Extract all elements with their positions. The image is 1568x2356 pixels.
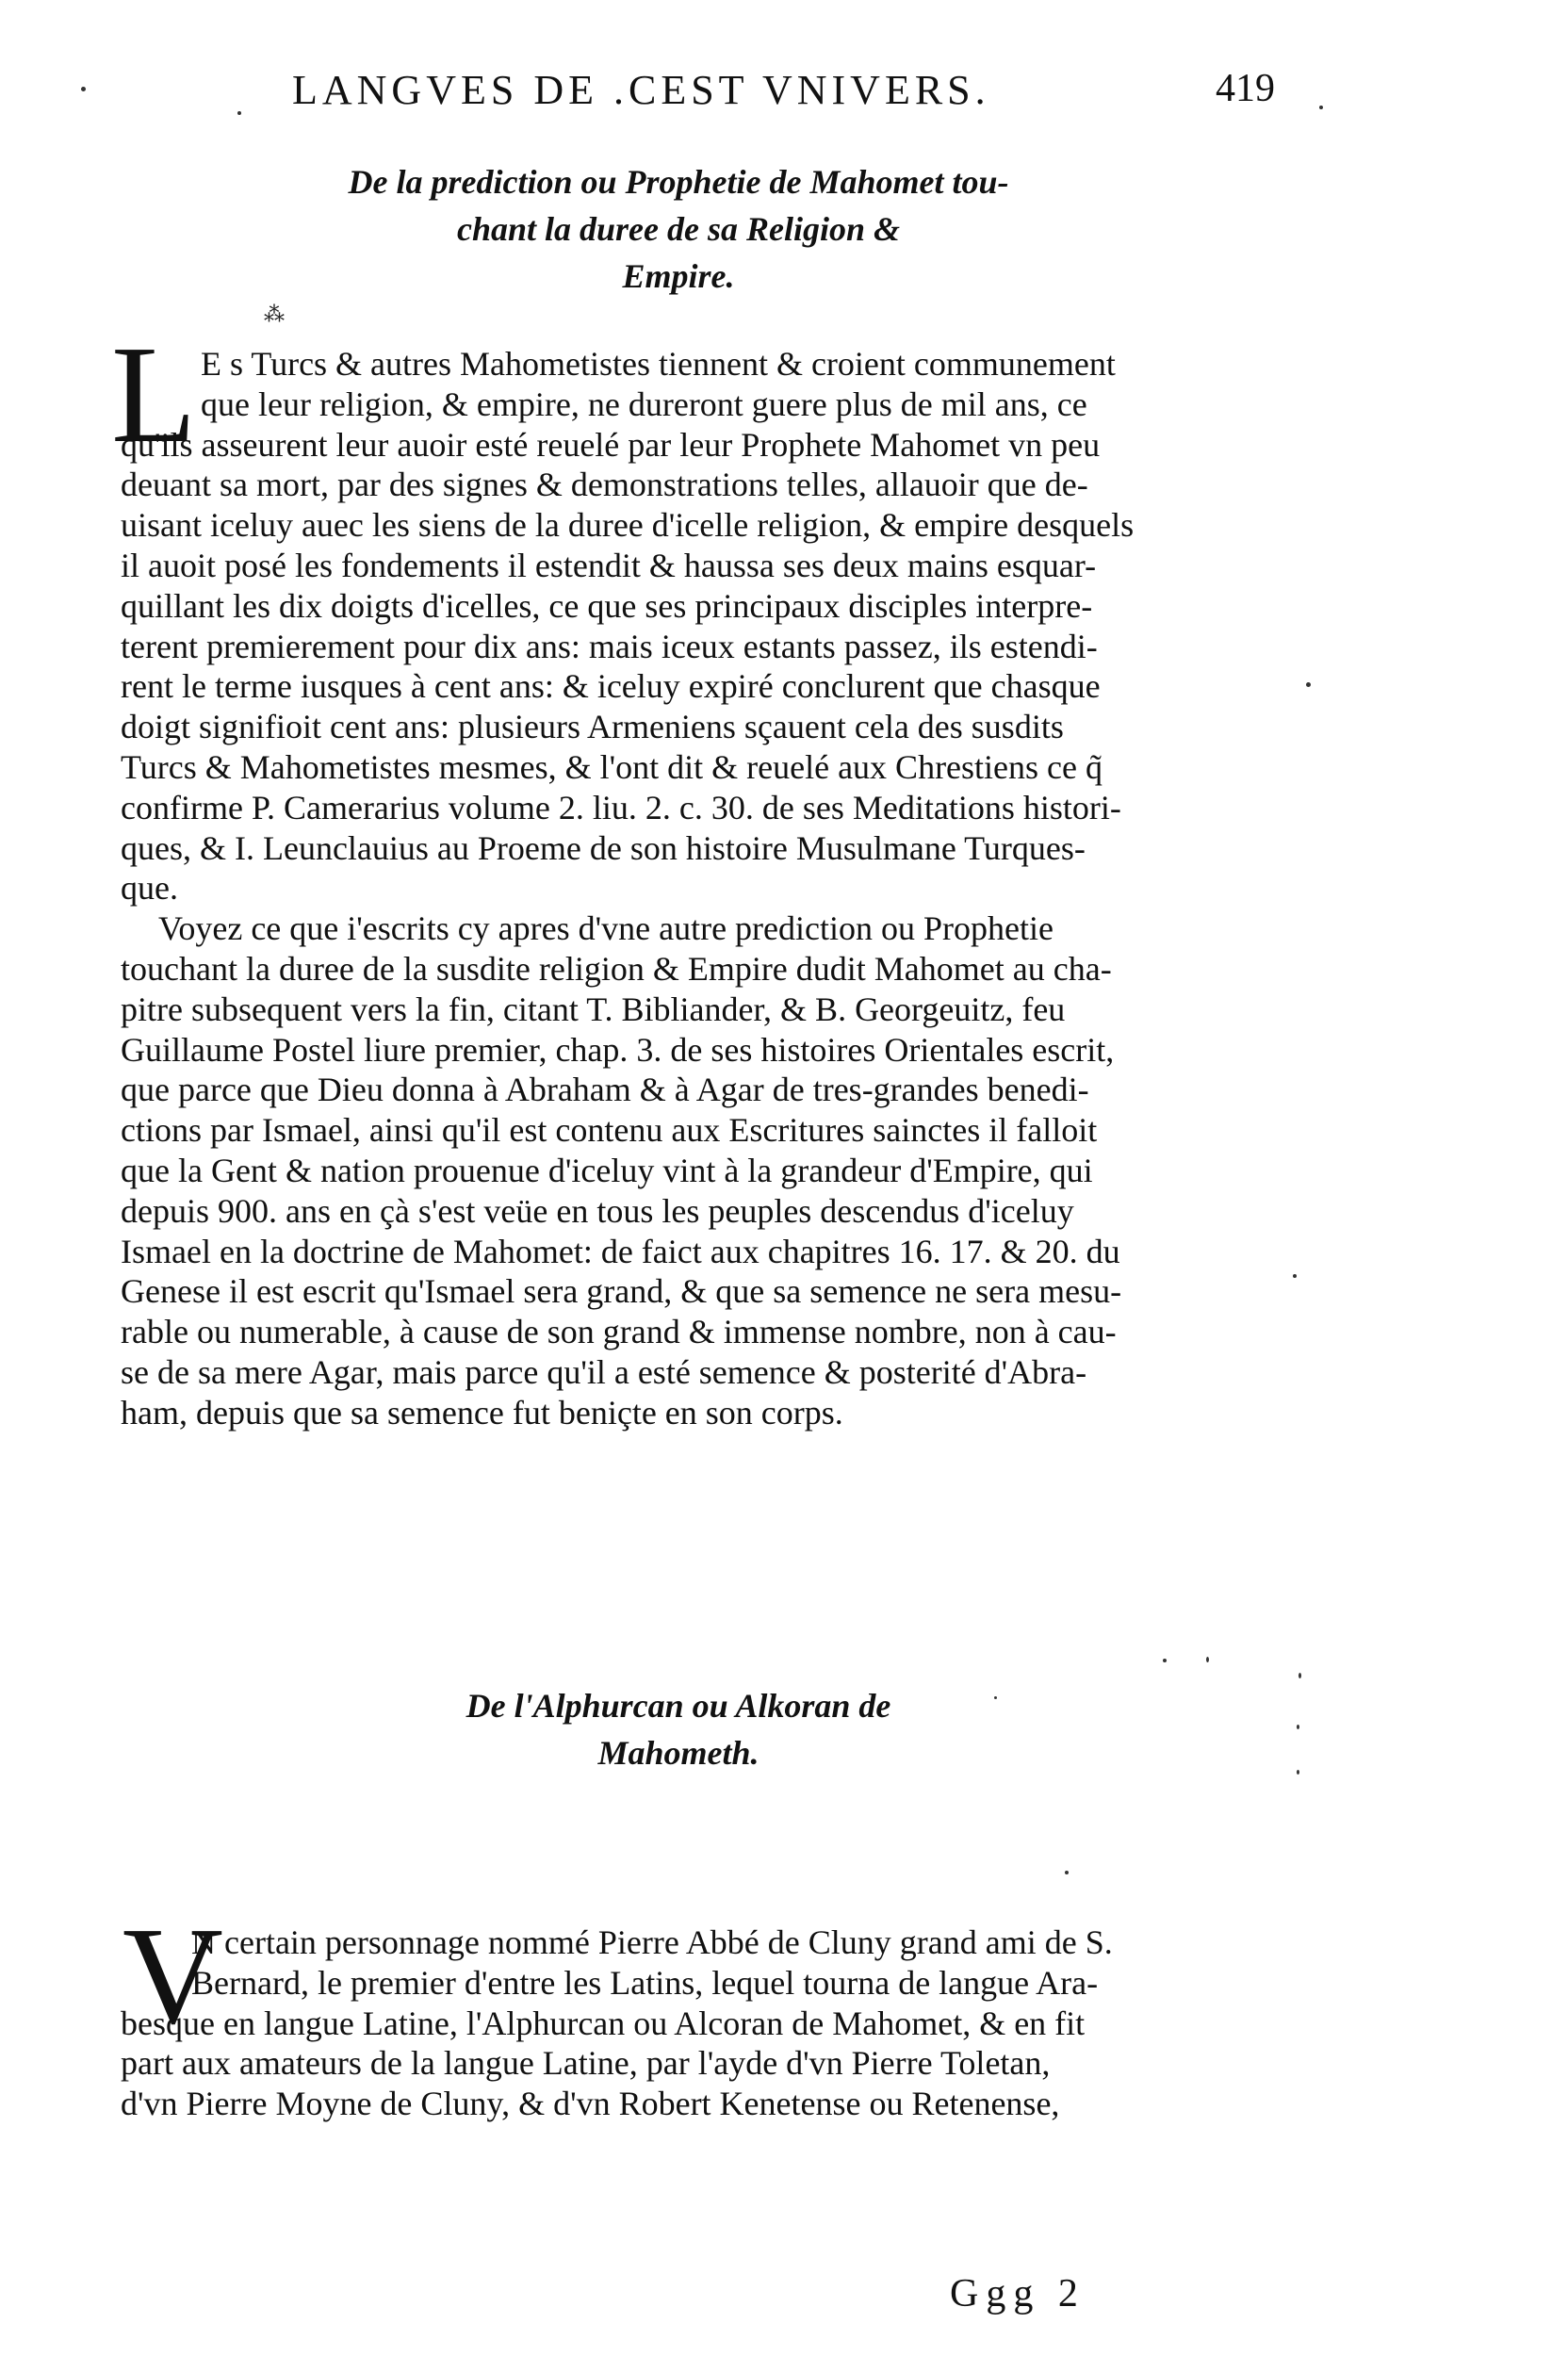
running-title: LANGVES DE .CEST VNIVERS. <box>292 67 990 113</box>
text-line: qu'ils asseurent leur auoir esté reuelé par leur Prophete Mahomet vn peu <box>121 425 1101 464</box>
ink-speck <box>1163 1659 1167 1662</box>
ink-speck <box>1206 1657 1209 1662</box>
text-line: E s Turcs & autres Mahometistes tiennent & croient communement <box>201 345 1116 383</box>
text-line: Voyez ce que i'escrits cy apres d'vne autre prediction ou Prophetie <box>158 909 1054 948</box>
text-line: confirme P. Camerarius volume 2. liu. 2. c. 30. de ses Meditations histori- <box>121 788 1121 826</box>
ink-speck <box>1297 1725 1299 1729</box>
text-line: se de sa mere Agar, mais parce qu'il a esté semence & posterité d'Abra- <box>121 1352 1087 1391</box>
text-line: il auoit posé les fondements il estendit & haussa ses deux mains esquar- <box>121 546 1097 584</box>
text-line: ham, depuis que sa semence fut beniçte en son corps. <box>121 1393 843 1432</box>
text-line: doigt signifioit cent ans: plusieurs Armeniens sçauent cela des susdits <box>121 708 1064 746</box>
text-line: quillant les dix doigts d'icelles, ce que ses principaux disciples interpre- <box>121 586 1093 625</box>
ink-speck <box>1306 682 1311 687</box>
section-heading-prophecy <box>283 158 1074 300</box>
heading-line: De l'Alphurcan ou Alkoran de <box>466 1687 891 1725</box>
ink-speck <box>1065 1871 1069 1874</box>
ink-speck <box>1293 1274 1297 1278</box>
text-line: rent le terme iusques à cent ans: & iceluy expiré conclurent que chasque <box>121 667 1101 706</box>
text-line: rable ou numerable, à cause de son grand & immense nombre, non à cau- <box>121 1313 1117 1351</box>
ink-speck <box>1319 106 1323 109</box>
text-line: depuis 900. ans en çà s'est veüe en tous les peuples descendus d'iceluy <box>121 1191 1074 1230</box>
ink-speck <box>1298 1673 1301 1678</box>
text-line: Guillaume Postel liure premier, chap. 3. de ses histoires Orientales escrit, <box>121 1030 1115 1069</box>
text-line: uisant iceluy auec les siens de la duree d'icelle religion, & empire desquels <box>121 506 1135 545</box>
page-number: 419 <box>1216 67 1275 110</box>
text-line: que leur religion, & empire, ne dureront guere plus de mil ans, ce <box>201 384 1087 423</box>
text-line: N certain personnage nommé Pierre Abbé de Cluny grand ami de S. <box>191 1923 1113 1961</box>
text-line: d'vn Pierre Moyne de Cluny, & d'vn Robert Kenetense ou Retenense, <box>121 2085 1060 2123</box>
section-heading-alcoran <box>283 1682 1074 1776</box>
heading-line: Empire. <box>622 257 735 295</box>
drop-capital-l: L <box>111 318 197 472</box>
ink-speck <box>237 111 241 115</box>
text-line: ques, & I. Leunclauius au Proeme de son histoire Musulmane Turques- <box>121 828 1086 867</box>
text-line: Turcs & Mahometistes mesmes, & l'ont dit & reuelé aux Chrestiens ce q̃ <box>121 747 1102 786</box>
text-line: part aux amateurs de la langue Latine, par l'ayde d'vn Pierre Toletan, <box>121 2044 1051 2083</box>
ink-speck <box>1297 1770 1299 1775</box>
heading-line: De la prediction ou Prophetie de Mahomet tou- <box>348 163 1009 201</box>
text-line: besque en langue Latine, l'Alphurcan ou Alcoran de Mahomet, & en fit <box>121 2004 1086 2042</box>
fleuron-ornament-icon: ⁂ <box>264 303 285 327</box>
text-line: Ismael en la doctrine de Mahomet: de faict aux chapitres 16. 17. & 20. du <box>121 1232 1120 1270</box>
body-text-prophecy <box>121 344 1270 1433</box>
text-line: deuant sa mort, par des signes & demonstrations telles, allauoir que de- <box>121 466 1088 504</box>
ink-speck <box>994 1696 997 1699</box>
drop-capital-v: V <box>122 1899 223 2053</box>
ink-speck <box>81 87 86 91</box>
signature-mark: Ggg 2 <box>950 2272 1086 2315</box>
heading-line: Mahometh. <box>597 1734 760 1772</box>
text-line: terent premierement pour dix ans: mais iceux estants passez, ils estendi- <box>121 627 1098 665</box>
text-line: pitre subsequent vers la fin, citant T. Bibliander, & B. Georgeuitz, feu <box>121 990 1066 1028</box>
text-line: que la Gent & nation prouenue d'iceluy vint à la grandeur d'Empire, qui <box>121 1151 1093 1189</box>
text-line: que parce que Dieu donna à Abraham & à Agar de tres-grandes benedi- <box>121 1071 1089 1109</box>
text-line: ctions par Ismael, ainsi qu'il est contenu aux Escritures sainctes il falloit <box>121 1111 1098 1150</box>
text-line: Bernard, le premier d'entre les Latins, lequel tourna de langue Ara- <box>191 1963 1099 2002</box>
body-text-alcoran <box>121 1922 1270 2124</box>
text-line: Genese il est escrit qu'Ismael sera grand, & que sa semence ne sera mesu- <box>121 1272 1122 1311</box>
heading-line: chant la duree de sa Religion & <box>456 210 901 248</box>
text-line: que. <box>121 869 178 908</box>
text-line: touchant la duree de la susdite religion & Empire dudit Mahomet au cha- <box>121 949 1112 988</box>
